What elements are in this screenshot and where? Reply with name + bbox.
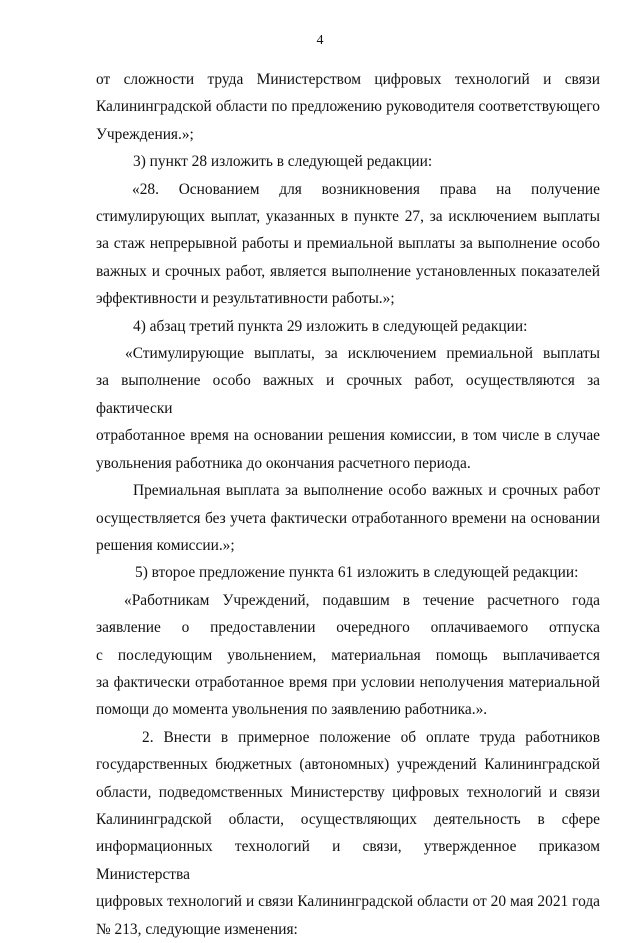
text-line: за стаж непрерывной работы и премиальной выплаты за выполнение особо (96, 235, 600, 253)
text-line: № 213, следующие изменения: (96, 920, 298, 938)
text-line: области, подведомственных Министерству цифровых технологий и связи (96, 783, 600, 801)
text-line: за фактически отработанное время при условии неполучения материальной (96, 673, 600, 691)
page-number: 4 (316, 33, 324, 48)
text-line: увольнения работника до окончания расчетного периода. (96, 454, 471, 472)
text-line: помощи до момента увольнения по заявлению работника.». (96, 701, 488, 719)
text-line: 2. Внести в примерное положение об оплате труда работников (142, 728, 600, 746)
text-line: важных и срочных работ, является выполнение установленных показателей (96, 262, 600, 280)
text-line: 4) абзац третий пункта 29 изложить в следующей редакции: (133, 317, 528, 335)
paragraph-continuation (96, 66, 600, 148)
text-line: государственных бюджетных (автономных) учреждений Калининградской (96, 756, 600, 774)
text-line: Калининградской области, осуществляющих деятельность в сфере (96, 810, 600, 828)
text-line: «Стимулирующие выплаты, за исключением премиальной выплаты (125, 345, 600, 363)
text-line: Премиальная выплата за выполнение особо важных и срочных работ (133, 482, 600, 500)
text-line: 5) второе предложение пункта 61 изложить в следующей редакции: (135, 564, 579, 582)
text-line: стимулирующих выплат, указанных в пункте 27, за исключением выплаты (96, 208, 600, 226)
document-body (96, 66, 600, 943)
paragraph-item-3 (96, 148, 600, 175)
text-line: «Работникам Учреждений, подавшим в течение расчетного года (124, 591, 600, 609)
text-line: решения комиссии.»; (96, 536, 235, 554)
text-line: цифровых технологий и связи Калининградской области от 20 мая 2021 года (96, 893, 600, 911)
text-line: информационных технологий и связи, утвержденное приказом Министерства (96, 838, 600, 883)
text-line: отработанное время на основании решения комиссии, в том числе в случае (96, 427, 600, 445)
text-line: от сложности труда Министерством цифровых технологий и связи (96, 71, 600, 88)
text-line: заявление о предоставлении очередного оплачиваемого отпуска (96, 619, 600, 637)
text-line: эффективности и результативности работы.»; (96, 290, 395, 308)
text-line: 3) пункт 28 изложить в следующей редакции: (133, 153, 433, 171)
paragraph-employees (96, 587, 600, 724)
text-line: «28. Основанием для возникновения права на получение (132, 180, 600, 198)
paragraph-item-4 (96, 313, 600, 340)
paragraph-bonus-payment (96, 477, 600, 559)
paragraph-section-2 (96, 724, 600, 943)
text-line: Калининградской области по предложению руководителя соответствующего (96, 98, 600, 116)
text-line: осуществляется без учета фактически отработанного времени на основании (96, 509, 600, 527)
text-line: за выполнение особо важных и срочных работ, осуществляются за фактически (96, 372, 600, 417)
paragraph-point-28 (96, 176, 600, 313)
paragraph-stimulating-payments (96, 340, 600, 477)
paragraph-item-5 (96, 559, 600, 586)
text-line: Учреждения.»; (96, 125, 194, 143)
text-line: с последующим увольнением, материальная помощь выплачивается (96, 646, 600, 664)
